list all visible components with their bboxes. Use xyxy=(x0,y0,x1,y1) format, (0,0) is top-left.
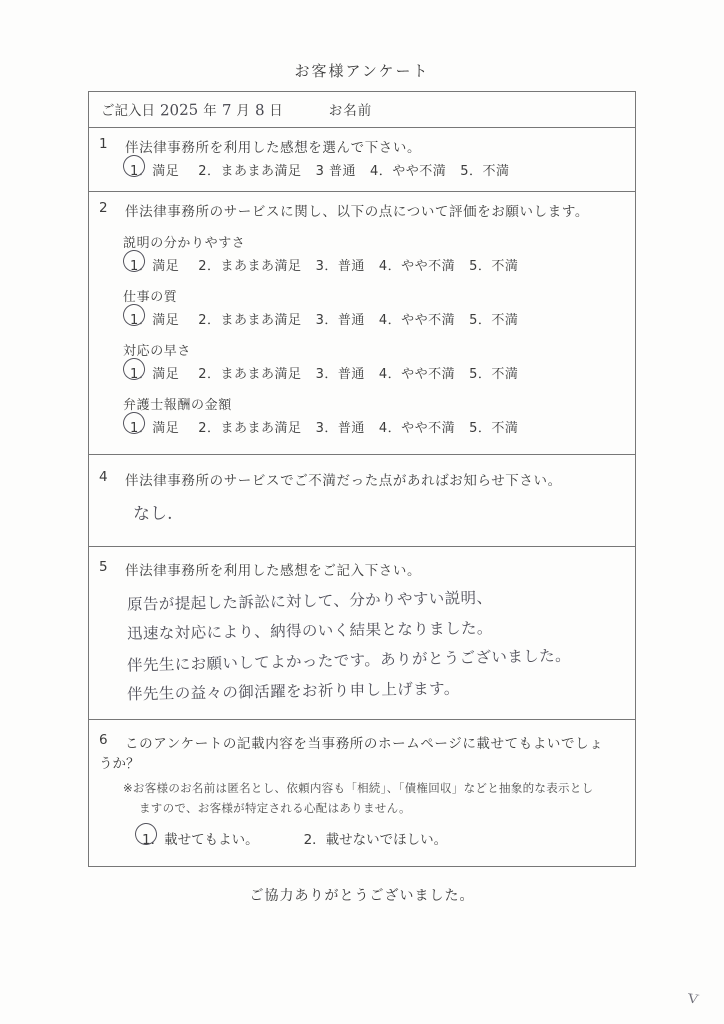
subitem-4-label: 弁護士報酬の金額 xyxy=(123,398,232,413)
question-1-row xyxy=(89,128,635,192)
question-1-line xyxy=(99,136,625,156)
option-2c-1[interactable] xyxy=(127,363,182,382)
question-6-options xyxy=(139,828,625,848)
question-4-line xyxy=(99,469,625,489)
question-6-note-line-1: ※お客様のお名前は匿名とし、依頼内容も「相続」、「債権回収」などと抽象的な表示とし xyxy=(123,781,594,795)
question-6-text: このアンケートの記載内容を当事務所のホームページに載せてもよいでしょ xyxy=(125,736,604,752)
question-6-text-cont: うか？ xyxy=(99,756,140,772)
subitem-4-options xyxy=(127,417,625,436)
question-4-row xyxy=(89,455,635,547)
subitem-2-options xyxy=(127,309,625,328)
option-2d-4[interactable]: 4．やや不満 xyxy=(378,421,456,436)
month-unit: 月 xyxy=(236,103,250,119)
option-1-3[interactable]: 3 普通 xyxy=(315,164,356,179)
option-2b-2[interactable]: 2．まあまあ満足 xyxy=(198,313,302,328)
subitem-3-options xyxy=(127,363,625,382)
answer-line-3: 伴先生にお願いしてよかったです。ありがとうございました。 xyxy=(126,646,572,675)
option-2b-4[interactable]: 4．やや不満 xyxy=(378,313,456,328)
answer-line-4: 伴先生の益々の御活躍をお祈り申し上げます。 xyxy=(126,679,460,704)
day-unit: 日 xyxy=(269,103,283,119)
option-6-2[interactable]: 2．載せないでほしい。 xyxy=(303,832,448,848)
option-1-1[interactable] xyxy=(127,160,182,179)
question-4-number: 4 xyxy=(99,469,109,485)
subitem-1-label: 説明の分かりやすさ xyxy=(123,236,246,251)
question-6-note-line-2: ますので、お客様が特定される心配はありません。 xyxy=(139,801,411,815)
question-4-text: 伴法律事務所のサービスでご不満だった点があればお知らせ下さい。 xyxy=(125,473,562,489)
year-unit: 年 xyxy=(203,103,217,119)
spacer xyxy=(99,438,625,444)
answer-line-1: 原告が提起した訴訟に対して、分かりやすい説明、 xyxy=(126,588,493,614)
survey-sheet xyxy=(88,60,636,905)
option-2b-3[interactable]: 3．普通 xyxy=(315,313,365,328)
question-5-line xyxy=(99,559,625,579)
option-2d-3[interactable]: 3．普通 xyxy=(315,421,365,436)
selected-circle-mark: 1．満足 xyxy=(127,309,182,328)
name-label: お名前 xyxy=(328,103,373,119)
selected-circle-mark: 1．載せてもよい。 xyxy=(139,828,262,848)
selected-circle-mark: 1．満足 xyxy=(127,160,182,179)
option-2a-1[interactable] xyxy=(127,255,182,274)
option-2c-3[interactable]: 3．普通 xyxy=(315,367,365,382)
corner-check-mark: ｖ xyxy=(683,986,703,1010)
question-1-options xyxy=(127,160,625,179)
question-6-number: 6 xyxy=(99,732,109,748)
answer-line-2: 迅速な対応により、納得のいく結果となりました。 xyxy=(126,619,493,643)
option-6-1[interactable] xyxy=(139,828,262,848)
question-5-text: 伴法律事務所を利用した感想をご記入下さい。 xyxy=(125,563,422,579)
page-title: お客様アンケート xyxy=(294,62,430,80)
option-2c-2[interactable]: 2．まあまあ満足 xyxy=(198,367,302,382)
header-row xyxy=(89,92,635,128)
selected-circle-mark: 1．満足 xyxy=(127,255,182,274)
date-year-value[interactable]: 2025 xyxy=(159,100,199,120)
question-6-row xyxy=(89,720,635,867)
option-2c-4[interactable]: 4．やや不満 xyxy=(378,367,456,382)
question-2-text: 伴法律事務所のサービスに関し、以下の点について評価をお願いします。 xyxy=(125,204,589,220)
selected-circle-mark: 1．満足 xyxy=(127,417,182,436)
selected-circle-mark: 1．満足 xyxy=(127,363,182,382)
survey-table xyxy=(88,91,636,867)
option-2a-4[interactable]: 4．やや不満 xyxy=(378,259,456,274)
question-5-number: 5 xyxy=(99,559,109,575)
question-4-answer[interactable]: なし. xyxy=(132,503,173,525)
option-2a-3[interactable]: 3．普通 xyxy=(315,259,365,274)
subitem-2-label: 仕事の質 xyxy=(123,290,178,305)
subitem-3-label: 対応の早さ xyxy=(123,344,192,359)
option-2b-5[interactable]: 5．不満 xyxy=(469,313,519,328)
option-2c-5[interactable]: 5．不満 xyxy=(469,367,519,382)
date-month-value[interactable]: 7 xyxy=(221,100,232,120)
question-5-answer[interactable] xyxy=(127,585,625,705)
option-1-2[interactable]: 2．まあまあ満足 xyxy=(198,164,302,179)
option-2d-5[interactable]: 5．不満 xyxy=(469,421,519,436)
option-2d-1[interactable] xyxy=(127,417,182,436)
question-2-line xyxy=(99,200,625,220)
date-label: ご記入日 xyxy=(101,103,155,119)
subitem-1-options xyxy=(127,255,625,274)
question-1-text: 伴法律事務所を利用した感想を選んで下さい。 xyxy=(125,140,422,156)
option-1-4[interactable]: 4．やや不満 xyxy=(369,164,447,179)
option-2b-1[interactable] xyxy=(127,309,182,328)
question-5-row xyxy=(89,547,635,720)
option-2a-2[interactable]: 2．まあまあ満足 xyxy=(198,259,302,274)
option-1-5[interactable]: 5．不満 xyxy=(460,164,510,179)
question-1-number: 1 xyxy=(99,136,109,152)
option-2a-5[interactable]: 5．不満 xyxy=(469,259,519,274)
thanks-footer: ご協力ありがとうございました。 xyxy=(249,888,475,904)
option-2d-2[interactable]: 2．まあまあ満足 xyxy=(198,421,302,436)
question-2-number: 2 xyxy=(99,200,109,216)
question-2-row xyxy=(89,192,635,455)
date-day-value[interactable]: 8 xyxy=(254,100,265,120)
question-6-line xyxy=(99,732,625,752)
